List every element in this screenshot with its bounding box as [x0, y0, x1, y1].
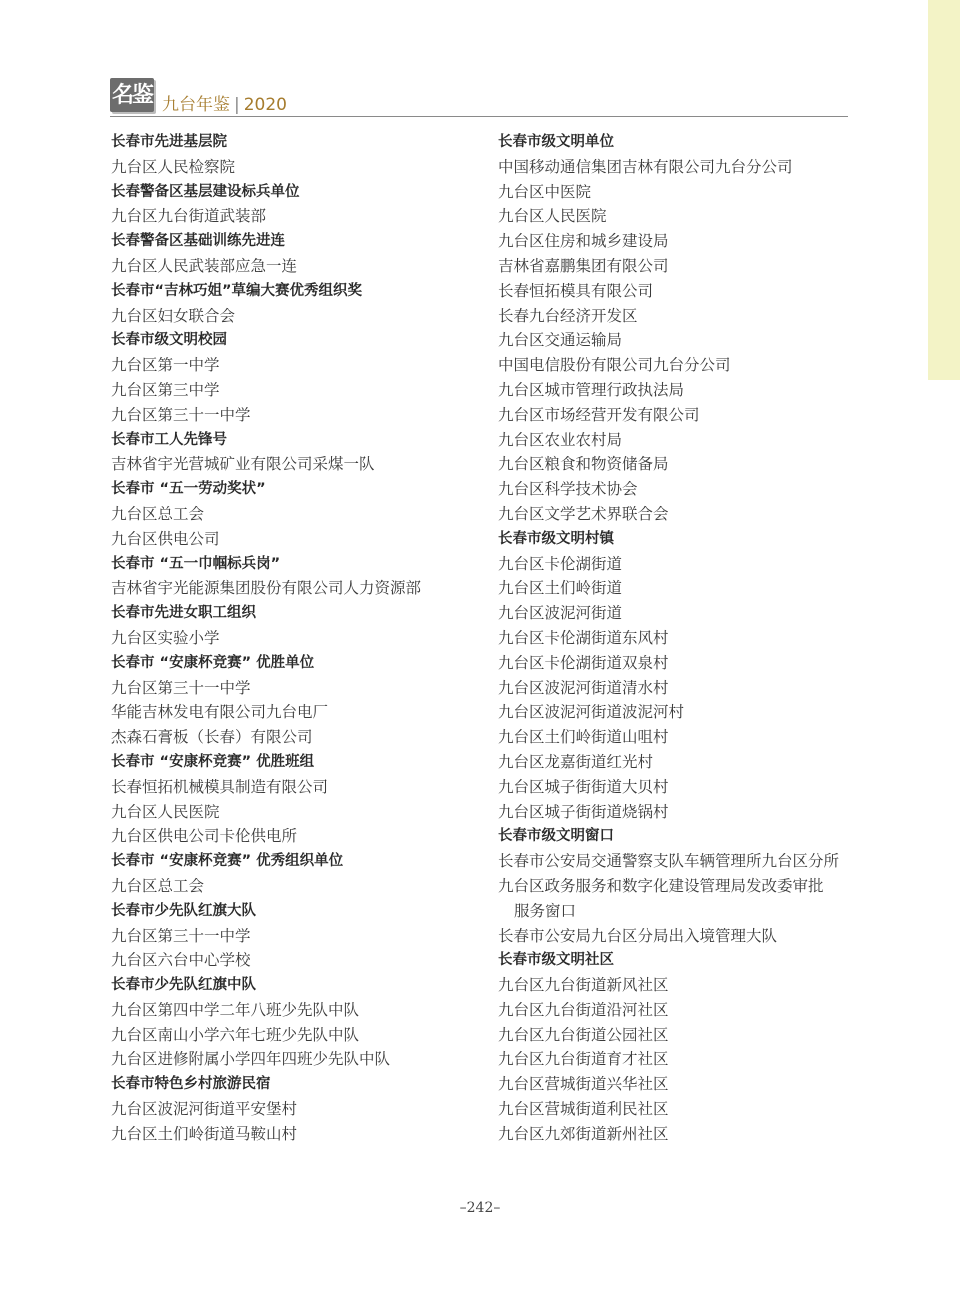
awardee-entry: 九台区土们岭街道	[498, 579, 623, 598]
awardee-entry: 九台区第一中学	[111, 356, 220, 375]
awardee-entry: 九台区总工会	[111, 876, 205, 895]
awardee-entry: 九台区第三十一中学	[111, 926, 251, 945]
awardee-entry: 九台区人民医院	[111, 802, 220, 821]
awardee-entry: 长春市公安局交通警察支队车辆管理所九台区分所	[498, 852, 840, 871]
award-heading: 长春市级文明村镇	[498, 530, 614, 547]
header-title	[162, 90, 287, 115]
awardee-entry: 九台区第三中学	[111, 380, 220, 399]
awardee-entry: 九台区总工会	[111, 504, 205, 523]
book-title: 九台年鉴	[162, 95, 230, 115]
awardee-entry: 九台区人民医院	[498, 207, 607, 226]
awardee-entry: 九台区政务服务和数字化建设管理局发改委审批	[498, 876, 824, 895]
awardee-entry: 九台区卡伦湖街道双泉村	[498, 653, 669, 672]
awardee-entry: 九台区卡伦湖街道	[498, 554, 623, 573]
awardee-entry: 九台区妇女联合会	[111, 306, 236, 325]
awardee-entry: 九台区人民武装部应急一连	[111, 256, 298, 275]
awardee-entry: 中国移动通信集团吉林有限公司九台分公司	[498, 157, 793, 176]
awardee-entry: 九台区九台街道沿河社区	[498, 1000, 669, 1019]
award-heading: 长春市 “五一劳动奖状”	[111, 481, 266, 498]
award-heading: 长春市 “安康杯竞赛” 优胜班组	[111, 753, 315, 770]
awardee-entry: 九台区土们岭街道山咀村	[498, 728, 669, 747]
award-heading: 长春警备区基础训练先进连	[111, 233, 285, 250]
awardee-entry: 九台区进修附属小学四年四班少先队中队	[111, 1050, 391, 1069]
awardee-entry: 九台区第三十一中学	[111, 678, 251, 697]
award-heading: 长春市 “安康杯竞赛” 优胜单位	[111, 654, 315, 671]
page-number: –242–	[459, 1200, 501, 1216]
awardee-entry: 九台区六台中心学校	[111, 951, 251, 970]
awardee-entry: 九台区市场经营开发有限公司	[498, 405, 700, 424]
awardee-entry: 吉林省宇光能源集团股份有限公司人力资源部	[111, 579, 422, 598]
awardee-entry: 九台区人民检察院	[111, 157, 236, 176]
awardee-entry: 九台区卡伦湖街道东风村	[498, 628, 669, 647]
awardee-entry: 九台区科学技术协会	[498, 480, 638, 499]
award-heading: 长春市“吉林巧姐”草编大赛优秀组织奖	[111, 282, 363, 299]
awardee-entry: 九台区城子街街道烧锅村	[498, 802, 669, 821]
award-heading: 长春市级文明校园	[111, 332, 227, 349]
awardee-entry: 九台区住房和城乡建设局	[498, 232, 669, 251]
title-separator: |	[234, 95, 240, 115]
awardee-entry: 九台区文学艺术界联合会	[498, 504, 669, 523]
right-column	[498, 130, 848, 1147]
awardee-entry: 吉林省嘉鹏集团有限公司	[498, 256, 669, 275]
awardee-entry: 九台区城市管理行政执法局	[498, 380, 685, 399]
awardee-entry: 九台区营城街道兴华社区	[498, 1075, 669, 1094]
side-color-tab	[928, 0, 960, 380]
header-rule	[110, 116, 848, 117]
yearbook-logo: 名鉴	[110, 78, 154, 112]
awardee-entry: 九台区交通运输局	[498, 331, 623, 350]
awardee-entry: 九台区九台街道公园社区	[498, 1025, 669, 1044]
awardee-entry: 杰森石膏板（长春）有限公司	[111, 728, 313, 747]
award-heading: 长春市少先队红旗中队	[111, 977, 256, 994]
awardee-entry: 九台区波泥河街道波泥河村	[498, 703, 685, 722]
awardee-entry: 九台区九郊街道新州社区	[498, 1124, 669, 1143]
awardee-entry: 九台区南山小学六年七班少先队中队	[111, 1025, 360, 1044]
awardee-entry: 长春市公安局九台区分局出入境管理大队	[498, 926, 778, 945]
awardee-entry: 吉林省宇光营城矿业有限公司采煤一队	[111, 455, 375, 474]
book-year: 2020	[243, 95, 287, 115]
awardee-entry: 九台区第四中学二年八班少先队中队	[111, 1000, 360, 1019]
left-column	[111, 130, 481, 1147]
awardee-entry: 九台区供电公司	[111, 529, 220, 548]
awardee-entry: 九台区农业农村局	[498, 430, 623, 449]
awardee-entry: 华能吉林发电有限公司九台电厂	[111, 703, 329, 722]
award-heading: 长春市少先队红旗大队	[111, 902, 256, 919]
awardee-entry: 长春恒拓机械模具制造有限公司	[111, 777, 329, 796]
awardee-entry: 九台区波泥河街道清水村	[498, 678, 669, 697]
awardee-entry: 九台区九台街道新风社区	[498, 976, 669, 995]
award-heading: 长春市 “安康杯竞赛” 优秀组织单位	[111, 853, 344, 870]
page-header	[110, 78, 848, 116]
awardee-entry: 九台区九台街道育才社区	[498, 1050, 669, 1069]
awardee-entry: 九台区波泥河街道	[498, 604, 623, 623]
award-heading: 长春市级文明单位	[498, 134, 614, 150]
awardee-entry: 长春九台经济开发区	[498, 306, 638, 325]
awardee-entry: 九台区龙嘉街道红光村	[498, 752, 654, 771]
awardee-entry: 九台区土们岭街道马鞍山村	[111, 1124, 298, 1143]
award-heading: 长春警备区基层建设标兵单位	[111, 183, 300, 200]
award-heading: 长春市工人先锋号	[111, 431, 227, 448]
awardee-entry: 九台区第三十一中学	[111, 405, 251, 424]
award-heading: 长春市级文明窗口	[498, 828, 614, 845]
awardee-entry: 九台区城子街街道大贝村	[498, 777, 669, 796]
award-heading: 长春市 “五一巾帼标兵岗”	[111, 555, 281, 572]
awardee-entry: 服务窗口	[514, 901, 577, 920]
awardee-entry: 九台区实验小学	[111, 628, 220, 647]
awardee-entry: 九台区波泥河街道平安堡村	[111, 1100, 298, 1119]
awardee-entry: 长春恒拓模具有限公司	[498, 281, 654, 300]
awardee-entry: 九台区粮食和物资储备局	[498, 455, 669, 474]
award-heading: 长春市先进基层院	[111, 134, 227, 150]
award-heading: 长春市级文明社区	[498, 952, 614, 969]
award-heading: 长春市特色乡村旅游民宿	[111, 1076, 271, 1093]
awardee-entry: 九台区中医院	[498, 182, 592, 201]
awardee-entry: 中国电信股份有限公司九台分公司	[498, 356, 731, 375]
awardee-entry: 九台区营城街道利民社区	[498, 1100, 669, 1119]
award-heading: 长春市先进女职工组织	[111, 605, 256, 622]
awardee-entry: 九台区供电公司卡伦供电所	[111, 827, 298, 846]
awardee-entry: 九台区九台街道武装部	[111, 207, 267, 226]
